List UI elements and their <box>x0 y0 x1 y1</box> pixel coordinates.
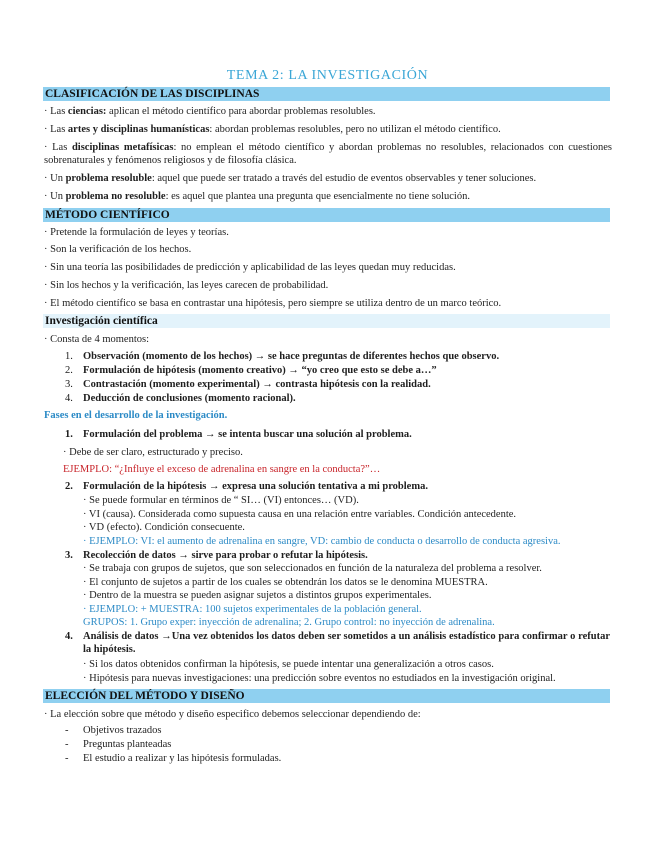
fase-3-detail-a: · Se trabaja con grupos de sujetos, que son seleccionados en función de la naturaleza del problema a resolver. <box>83 563 542 574</box>
page-title: TEMA 2: LA INVESTIGACIÓN <box>226 68 429 83</box>
fase-4-detail-b: · Hipótesis para nuevas investigaciones: una predicción sobre eventos no estudiados en la investigación original. <box>83 673 556 684</box>
fase-3-grupos: GRUPOS: 1. Grupo exper: inyección de adrenalina; 2. Grupo control: no inyección de adrenalina. <box>83 617 495 628</box>
bullet-problema-resoluble: · Un problema resoluble: aquel que puede ser tratado a través del estudio de eventos observables y tener soluciones. <box>44 173 537 184</box>
fase-1-detail: · Debe de ser claro, estructurado y preciso. <box>63 447 243 458</box>
fase-4-detail-a: · Si los datos obtenidos confirman la hipótesis, se puede intentar una generalización a otros casos. <box>83 659 494 670</box>
fase-3-example: · EJEMPLO: + MUESTRA: 100 sujetos experimentales de la población general. <box>83 604 422 615</box>
fase-1-example: EJEMPLO: “¿Influye el exceso de adrenalina en sangre en la conducta?”… <box>63 464 381 475</box>
section-heading-eleccion: ELECCIÓN DEL MÉTODO Y DISEÑO <box>43 689 610 703</box>
section-heading-metodo: MÉTODO CIENTÍFICO <box>43 208 610 222</box>
eleccion-intro: · La elección sobre que método y diseño especifico debemos seleccionar dependiendo de: <box>44 709 421 720</box>
eleccion-item: Objetivos trazados <box>83 725 162 736</box>
fase-2-detail-a: · Se puede formular en términos de “ SI… (VI) entonces… (VD). <box>83 495 359 506</box>
section-heading-clasificacion: CLASIFICACIÓN DE LAS DISCIPLINAS <box>43 87 610 101</box>
dash-marker: - <box>65 739 69 750</box>
metodo-bullet-5: · El método científico se basa en contrastar una hipótesis, pero siempre se utiliza dentro de un marco teórico. <box>44 298 502 309</box>
metodo-bullet-3: · Sin una teoría las posibilidades de predicción y aplicabilidad de las leyes quedan muy reducidas. <box>44 262 456 273</box>
momento-item: Observación (momento de los hechos) → se hace preguntas de diferentes hechos que observo. <box>83 351 500 362</box>
momento-number: 4. <box>65 393 73 404</box>
bullet-artes: · Las artes y disciplinas humanísticas: abordan problemas resolubles, pero no utilizan el método científico. <box>44 124 501 135</box>
momento-number: 2. <box>65 365 73 376</box>
fase-number: 3. <box>65 550 73 561</box>
eleccion-item: El estudio a realizar y las hipótesis formuladas. <box>83 753 282 764</box>
momento-number: 3. <box>65 379 73 390</box>
fase-1-title: Formulación del problema → se intenta buscar una solución al problema. <box>83 429 412 440</box>
fase-number: 1. <box>65 429 73 440</box>
fase-3-title: Recolección de datos → sirve para probar o refutar la hipótesis. <box>83 550 368 561</box>
fase-2-detail-c: · VD (efecto). Condición consecuente. <box>83 522 245 533</box>
fase-2-example: · EJEMPLO: VI: el aumento de adrenalina en sangre, VD: cambio de conducta o desarrollo de conducta agresiva. <box>83 536 561 547</box>
bullet-metafisicas: · Las disciplinas metafísicas: no emplean el método científico y abordan problemas no resolubles, relacionados con cuestiones sobrenaturales y fenómenos religiosos y de filosofía clásica. <box>44 142 612 166</box>
fase-2-title: Formulación de la hipótesis → expresa una solución tentativa a mi problema. <box>83 481 428 492</box>
momento-number: 1. <box>65 351 73 362</box>
section-heading-investigacion: Investigación científica <box>43 314 610 328</box>
fase-number: 2. <box>65 481 73 492</box>
fase-4-title: Análisis de datos →Una vez obtenidos los datos deben ser sometidos a un análisis estadístico para confirmar o refutar la hipótesis. <box>83 631 610 655</box>
dash-marker: - <box>65 753 69 764</box>
metodo-bullet-2: · Son la verificación de los hechos. <box>44 244 192 255</box>
fase-3-detail-b: · El conjunto de sujetos a partir de los cuales se obtendrán los datos se le denomina MUESTRA. <box>83 577 488 588</box>
momento-item: Formulación de hipótesis (momento creativo) → “yo creo que esto se debe a…” <box>83 365 437 376</box>
fase-number: 4. <box>65 631 73 642</box>
momento-item: Contrastación (momento experimental) → contrasta hipótesis con la realidad. <box>83 379 431 390</box>
bullet-problema-no-resoluble: · Un problema no resoluble: es aquel que plantea una pregunta que esencialmente no tiene solución. <box>44 191 470 202</box>
eleccion-item: Preguntas planteadas <box>83 739 172 750</box>
metodo-bullet-4: · Sin los hechos y la verificación, las leyes carecen de probabilidad. <box>44 280 329 291</box>
bullet-ciencias: · Las ciencias: aplican el método científico para abordar problemas resolubles. <box>44 106 376 117</box>
investigacion-intro: · Consta de 4 momentos: <box>44 334 149 345</box>
fase-3-detail-c: · Dentro de la muestra se pueden asignar sujetos a distintos grupos experimentales. <box>83 590 432 601</box>
fase-2-detail-b: · VI (causa). Considerada como supuesta causa en una relación entre variables. Condición antecedente. <box>83 509 517 520</box>
momento-item: Deducción de conclusiones (momento racional). <box>83 393 296 404</box>
metodo-bullet-1: · Pretende la formulación de leyes y teorías. <box>44 227 229 238</box>
dash-marker: - <box>65 725 69 736</box>
fases-heading: Fases en el desarrollo de la investigación. <box>44 410 228 421</box>
